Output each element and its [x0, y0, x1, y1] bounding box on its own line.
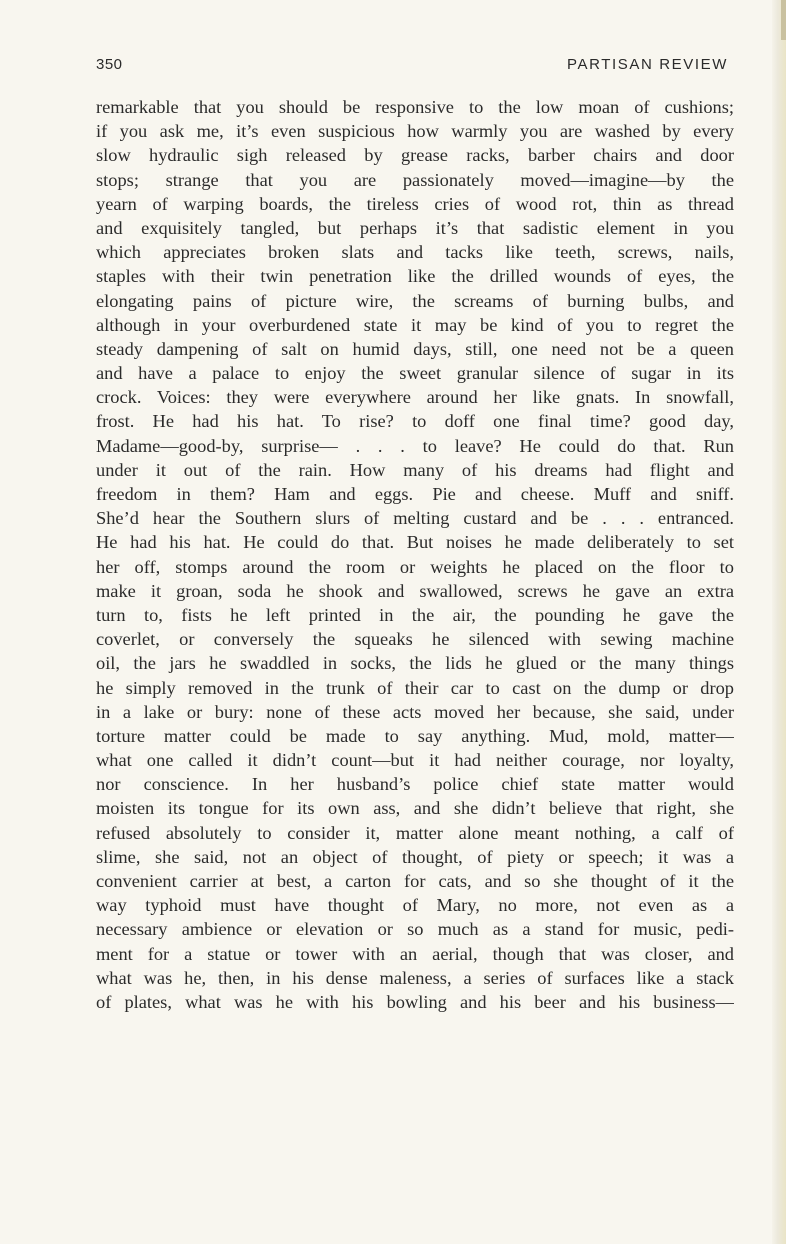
page-edge-mark [781, 0, 786, 40]
body-text [96, 95, 734, 1014]
text-line: under it out of the rain. How many of his dreams had flight and [96, 459, 734, 480]
page-edge [772, 0, 786, 1244]
text-line: stops; strange that you are passionately moved—imagine—by the [96, 169, 734, 190]
text-line: moisten its tongue for its own ass, and she didn’t believe that right, she [96, 798, 734, 819]
text-line: and have a palace to enjoy the sweet granular silence of sugar in its [96, 363, 734, 384]
text-line: torture matter could be made to say anything. Mud, mold, matter— [96, 725, 734, 746]
text-line: slime, she said, not an object of thought, of piety or speech; it was a [96, 846, 734, 867]
text-line: what one called it didn’t count—but it had neither courage, nor loyalty, [96, 750, 734, 771]
page-number: 350 [96, 56, 123, 73]
text-line: ment for a statue or tower with an aerial, though that was closer, and [96, 943, 734, 964]
text-line: he simply removed in the trunk of their car to cast on the dump or drop [96, 677, 734, 698]
text-line: which appreciates broken slats and tacks like teeth, screws, nails, [96, 242, 734, 263]
text-line: coverlet, or conversely the squeaks he silenced with sewing machine [96, 629, 734, 650]
text-line: staples with their twin penetration like the drilled wounds of eyes, the [96, 266, 734, 287]
text-line: nor conscience. In her husband’s police chief state matter would [96, 774, 734, 795]
text-line: yearn of warping boards, the tireless cries of wood rot, thin as thread [96, 193, 734, 214]
text-line: slow hydraulic sigh released by grease racks, barber chairs and door [96, 145, 734, 166]
text-line: She’d hear the Southern slurs of melting custard and be . . . entranced. [96, 508, 734, 529]
text-line: make it groan, soda he shook and swallowed, screws he gave an extra [96, 580, 734, 601]
text-line: crock. Voices: they were everywhere around her like gnats. In snowfall, [96, 387, 734, 408]
text-line: Madame—good-by, surprise— . . . to leave? He could do that. Run [96, 435, 734, 456]
text-line: of plates, what was he with his bowling and his beer and his business— [96, 991, 734, 1012]
text-line: necessary ambience or elevation or so much as a stand for music, pedi- [96, 919, 734, 940]
text-line: remarkable that you should be responsive to the low moan of cushions; [96, 97, 734, 117]
text-line: and exquisitely tangled, but perhaps it’s that sadistic element in you [96, 217, 734, 238]
text-line: her off, stomps around the room or weights he placed on the floor to [96, 556, 734, 577]
text-line: if you ask me, it’s even suspicious how warmly you are washed by every [96, 121, 734, 142]
text-line: in a lake or bury: none of these acts moved her because, she said, under [96, 701, 734, 722]
text-line: elongating pains of picture wire, the screams of burning bulbs, and [96, 290, 734, 311]
text-line: way typhoid must have thought of Mary, no more, not even as a [96, 895, 734, 916]
text-line: what was he, then, in his dense maleness, a series of surfaces like a stack [96, 967, 734, 988]
running-head: PARTISAN REVIEW [567, 56, 728, 73]
text-line: steady dampening of salt on humid days, still, one need not be a queen [96, 338, 734, 359]
text-line: oil, the jars he swaddled in socks, the lids he glued or the many things [96, 653, 734, 674]
text-line: frost. He had his hat. To rise? to doff one final time? good day, [96, 411, 734, 432]
text-line: although in your overburdened state it may be kind of you to regret the [96, 314, 734, 335]
text-line: He had his hat. He could do that. But noises he made deliberately to set [96, 532, 734, 553]
text-line: convenient carrier at best, a carton for cats, and so she thought of it the [96, 871, 734, 891]
text-line: freedom in them? Ham and eggs. Pie and cheese. Muff and sniff. [96, 484, 734, 504]
text-line: refused absolutely to consider it, matter alone meant nothing, a calf of [96, 822, 734, 843]
text-line: turn to, fists he left printed in the air, the pounding he gave the [96, 604, 734, 625]
page-header [96, 56, 728, 80]
